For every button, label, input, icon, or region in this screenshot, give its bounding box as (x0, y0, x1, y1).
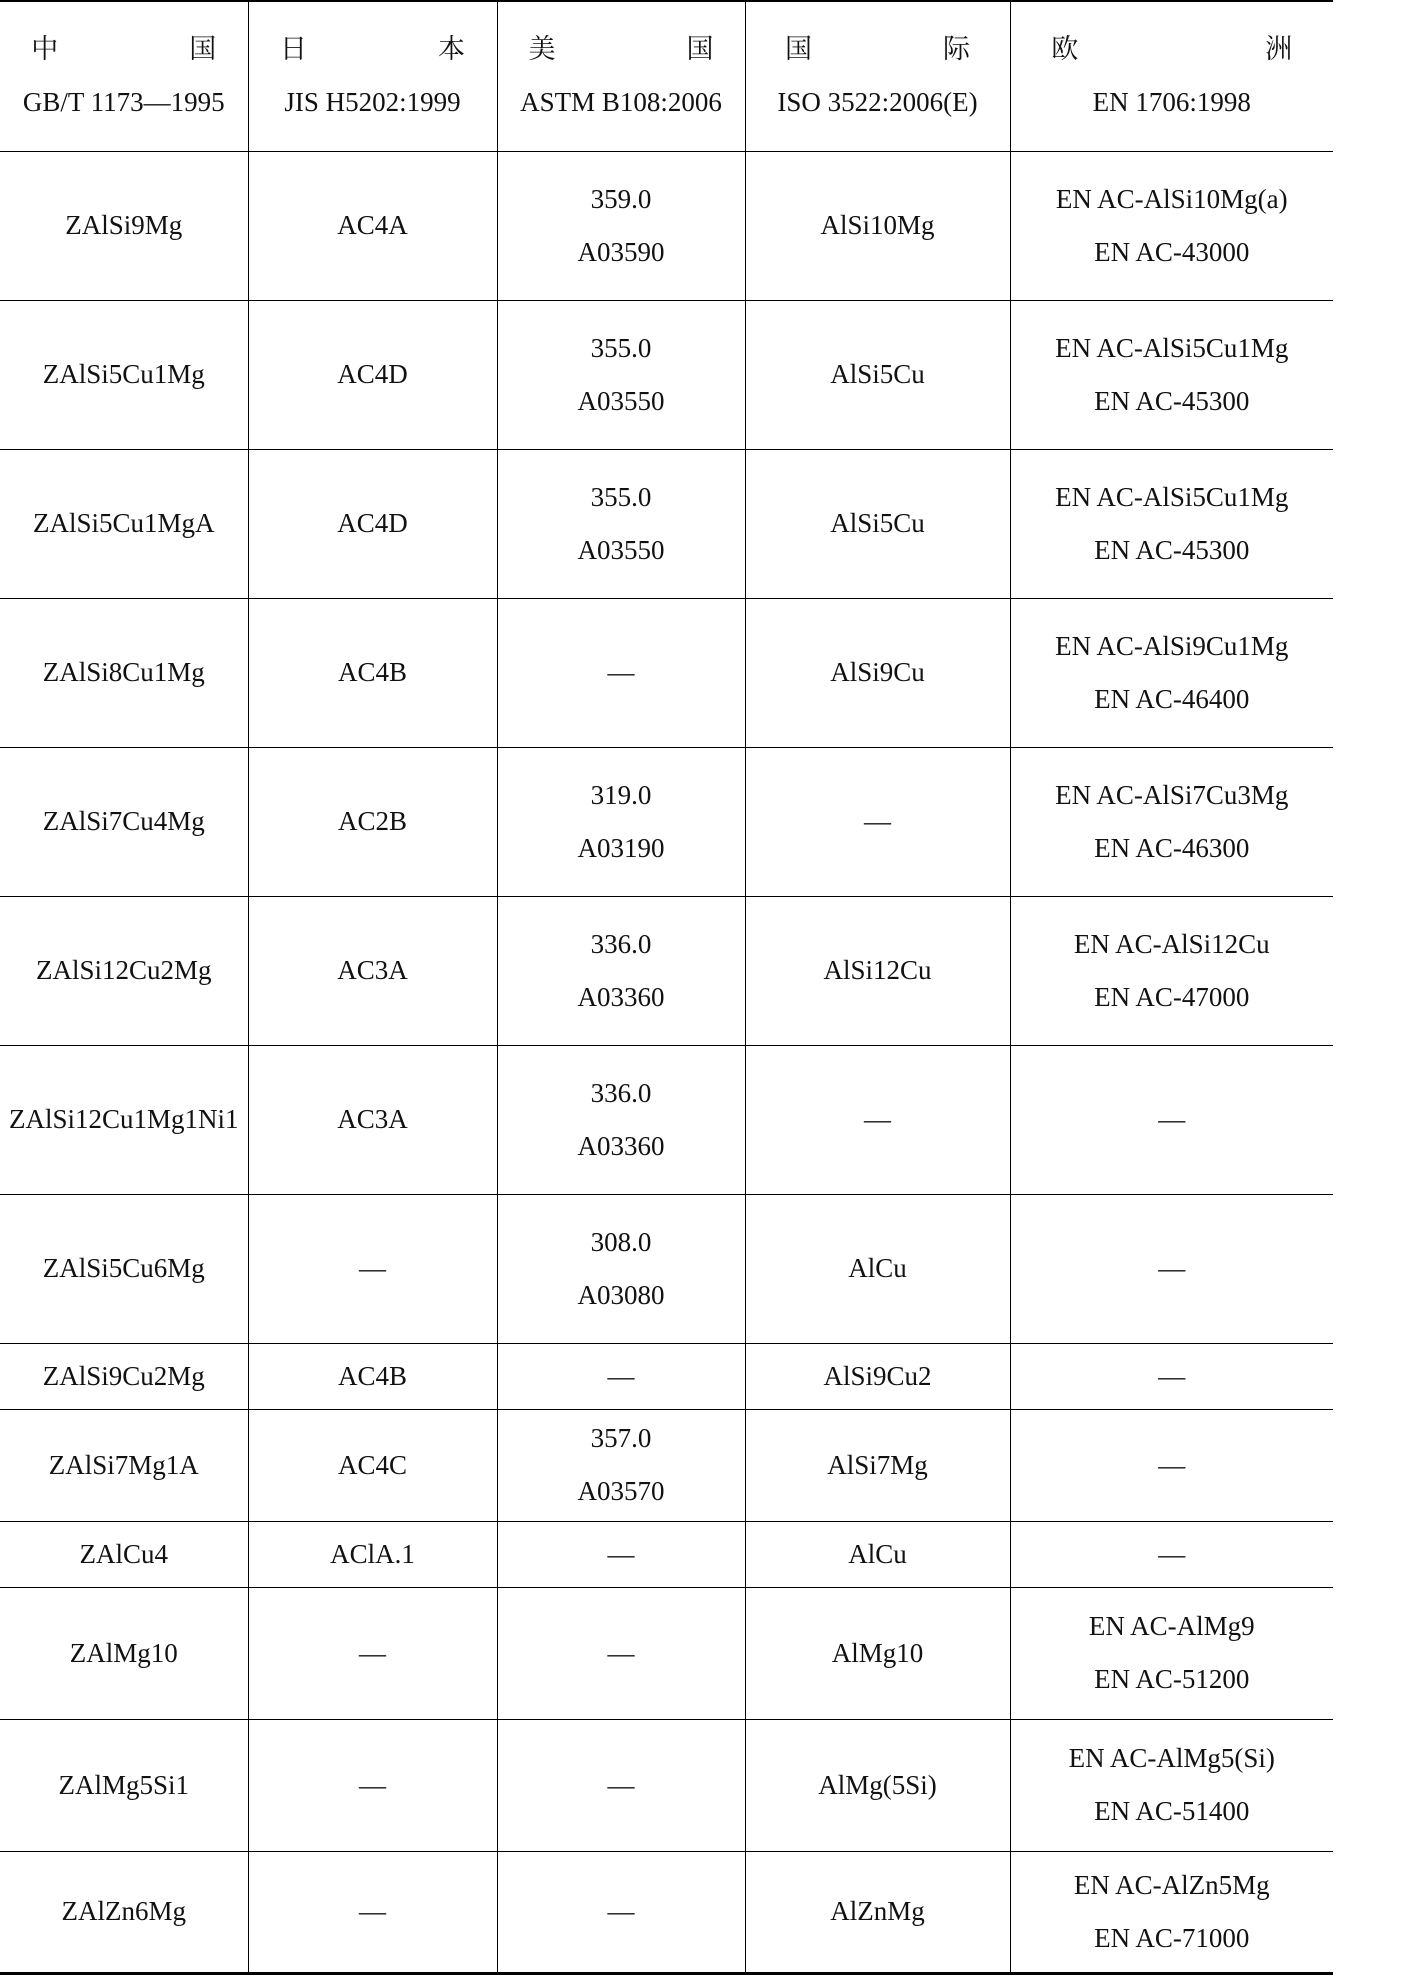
table-row (0, 1521, 1333, 1587)
china-grade-text: ZAlSi9Mg (65, 210, 183, 240)
usa-grade-cell (497, 300, 745, 449)
header-international-standard: ISO 3522:2006(E) (777, 87, 978, 118)
europe-grade-line: — (1158, 1360, 1186, 1391)
europe-grade-line: EN AC-AlSi5Cu1Mg (1055, 481, 1289, 512)
europe-grade-line: — (1158, 1449, 1186, 1480)
usa-grade-line: 336.0 (590, 1077, 652, 1108)
china-grade-text: ZAlZn6Mg (61, 1896, 186, 1926)
usa-grade-line: A03080 (577, 1279, 665, 1310)
europe-grade-line: EN AC-AlSi9Cu1Mg (1055, 630, 1289, 661)
china-grade-cell (0, 1343, 248, 1409)
europe-grade-line: — (1158, 1538, 1186, 1569)
usa-grade-line: A03360 (577, 981, 665, 1012)
usa-grade-cell (497, 1194, 745, 1343)
iso-grade-cell (745, 896, 1010, 1045)
iso-grade-text: AlCu (848, 1253, 907, 1283)
japan-grade-cell (248, 1719, 497, 1851)
china-grade-cell (0, 896, 248, 1045)
iso-grade-cell (745, 300, 1010, 449)
usa-grade-cell (497, 1587, 745, 1719)
china-grade-text: ZAlSi5Cu6Mg (42, 1253, 205, 1283)
table-row (0, 1409, 1333, 1521)
china-grade-text: ZAlSi5Cu1MgA (32, 508, 215, 538)
europe-grade-cell (1010, 598, 1333, 747)
china-grade-cell (0, 1045, 248, 1194)
usa-grade-line: — (607, 657, 635, 687)
china-grade-text: ZAlSi12Cu2Mg (35, 955, 212, 985)
iso-grade-cell (745, 151, 1010, 300)
china-grade-cell (0, 1194, 248, 1343)
table-body (0, 151, 1333, 1973)
japan-grade-text: AC4C (337, 1449, 408, 1480)
japan-grade-text: AC4B (337, 1360, 408, 1391)
europe-grade-line: EN AC-AlZn5Mg (1073, 1869, 1270, 1900)
china-grade-cell (0, 151, 248, 300)
china-grade-text: ZAlSi5Cu1Mg (42, 359, 205, 389)
iso-grade-cell (745, 1719, 1010, 1851)
iso-grade-cell (745, 1851, 1010, 1973)
iso-grade-cell (745, 598, 1010, 747)
usa-grade-line: A03550 (577, 534, 665, 565)
iso-grade-text: — (864, 806, 891, 836)
europe-grade-line: EN AC-51400 (1094, 1796, 1250, 1826)
china-grade-text: ZAlMg5Si1 (58, 1769, 190, 1800)
china-grade-cell (0, 1521, 248, 1587)
japan-grade-cell (248, 598, 497, 747)
japan-grade-text: — (359, 1769, 386, 1800)
europe-grade-line: — (1158, 1104, 1186, 1134)
europe-grade-cell (1010, 1521, 1333, 1587)
iso-grade-text: — (864, 1104, 891, 1134)
japan-grade-cell (248, 1194, 497, 1343)
table-row (0, 598, 1333, 747)
usa-grade-cell (497, 1045, 745, 1194)
china-grade-text: ZAlSi9Cu2Mg (42, 1360, 205, 1391)
table-row (0, 1194, 1333, 1343)
usa-grade-line: 308.0 (590, 1226, 652, 1257)
header-china-standard: GB/T 1173—1995 (22, 87, 225, 118)
table-row (0, 151, 1333, 300)
iso-grade-text: AlSi10Mg (820, 210, 935, 240)
china-grade-cell (0, 747, 248, 896)
iso-grade-text: AlSi5Cu (830, 508, 925, 538)
china-grade-cell (0, 1409, 248, 1521)
japan-grade-text: AClA.1 (330, 1538, 415, 1569)
japan-grade-text: AC4A (337, 210, 408, 240)
usa-grade-line: 355.0 (590, 481, 652, 512)
table-row (0, 896, 1333, 1045)
usa-grade-line: — (607, 1637, 635, 1668)
header-europe-standard: EN 1706:1998 (1092, 87, 1251, 118)
europe-grade-cell (1010, 1851, 1333, 1973)
europe-grade-line: EN AC-AlSi12Cu (1073, 928, 1270, 959)
china-grade-text: ZAlCu4 (79, 1538, 168, 1569)
header-japan-name: 日 本 (280, 34, 517, 65)
iso-grade-text: AlSi5Cu (830, 359, 925, 389)
japan-grade-text: AC3A (337, 1104, 408, 1134)
header-row (0, 1, 1333, 151)
japan-grade-text: — (359, 1637, 386, 1668)
japan-grade-cell (248, 1851, 497, 1973)
europe-grade-cell (1010, 300, 1333, 449)
europe-grade-cell (1010, 1587, 1333, 1719)
europe-grade-line: EN AC-AlSi5Cu1Mg (1055, 332, 1289, 363)
usa-grade-cell (497, 747, 745, 896)
table-row (0, 747, 1333, 896)
europe-grade-line: EN AC-51200 (1094, 1664, 1250, 1694)
usa-grade-line: A03360 (577, 1130, 665, 1161)
iso-grade-cell (745, 1521, 1010, 1587)
europe-grade-line: EN AC-47000 (1094, 981, 1250, 1012)
iso-grade-text: AlSi9Cu2 (823, 1360, 932, 1391)
header-japan (248, 1, 517, 151)
japan-grade-cell (248, 1045, 497, 1194)
header-europe-name: 欧 洲 (1051, 34, 1373, 65)
china-grade-text: ZAlMg10 (69, 1637, 178, 1668)
table-row (0, 1851, 1333, 1973)
iso-grade-text: AlMg(5Si) (818, 1769, 937, 1800)
europe-grade-line: EN AC-AlSi7Cu3Mg (1055, 779, 1289, 810)
europe-grade-cell (1010, 1409, 1333, 1521)
japan-grade-cell (248, 747, 497, 896)
header-international-name: 国 际 (785, 34, 1022, 65)
china-grade-text: ZAlSi7Mg1A (48, 1449, 199, 1480)
usa-grade-cell (497, 598, 745, 747)
iso-grade-cell (745, 747, 1010, 896)
table-row (0, 1343, 1333, 1409)
usa-grade-line: 319.0 (590, 779, 652, 810)
japan-grade-text: AC4B (337, 657, 408, 687)
header-europe (1010, 1, 1373, 151)
europe-grade-line: EN AC-AlMg5(Si) (1068, 1743, 1275, 1773)
japan-grade-cell (248, 449, 497, 598)
europe-grade-line: EN AC-AlSi10Mg(a) (1055, 183, 1288, 214)
usa-grade-line: 336.0 (590, 928, 652, 959)
table-row (0, 449, 1333, 598)
japan-grade-cell (248, 896, 497, 1045)
iso-grade-text: AlSi12Cu (823, 955, 932, 985)
usa-grade-cell (497, 1719, 745, 1851)
iso-grade-cell (745, 1587, 1010, 1719)
china-grade-text: ZAlSi12Cu1Mg1Ni1 (8, 1104, 239, 1134)
europe-grade-cell (1010, 1719, 1333, 1851)
europe-grade-cell (1010, 747, 1333, 896)
europe-grade-cell (1010, 449, 1333, 598)
japan-grade-text: AC4D (337, 359, 408, 389)
china-grade-cell (0, 449, 248, 598)
europe-grade-line: EN AC-AlMg9 (1088, 1611, 1255, 1641)
japan-grade-text: — (359, 1896, 386, 1926)
usa-grade-line: 357.0 (590, 1423, 652, 1453)
usa-grade-cell (497, 151, 745, 300)
table-row (0, 1719, 1333, 1851)
header-china-name: 中 国 (31, 34, 269, 65)
iso-grade-cell (745, 1194, 1010, 1343)
china-grade-cell (0, 1719, 248, 1851)
usa-grade-cell (497, 449, 745, 598)
europe-grade-cell (1010, 1343, 1333, 1409)
europe-grade-line: EN AC-71000 (1094, 1922, 1250, 1953)
europe-grade-line: EN AC-46300 (1094, 832, 1250, 863)
header-usa (497, 1, 766, 151)
europe-grade-cell (1010, 1194, 1333, 1343)
header-china (0, 1, 269, 151)
iso-grade-text: AlSi9Cu (830, 657, 925, 687)
iso-grade-cell (745, 1343, 1010, 1409)
japan-grade-cell (248, 1409, 497, 1521)
usa-grade-line: A03570 (577, 1476, 665, 1506)
header-international (745, 1, 1022, 151)
japan-grade-cell (248, 300, 497, 449)
europe-grade-line: EN AC-43000 (1094, 236, 1250, 267)
usa-grade-cell (497, 1521, 745, 1587)
europe-grade-cell (1010, 151, 1333, 300)
china-grade-cell (0, 1587, 248, 1719)
iso-grade-text: AlMg10 (831, 1637, 924, 1668)
usa-grade-cell (497, 896, 745, 1045)
iso-grade-text: AlZnMg (830, 1896, 925, 1926)
usa-grade-line: A03550 (577, 385, 665, 416)
usa-grade-line: — (607, 1769, 635, 1800)
usa-grade-cell (497, 1851, 745, 1973)
japan-grade-cell (248, 1587, 497, 1719)
japan-grade-text: AC4D (337, 508, 408, 538)
europe-grade-cell (1010, 1045, 1333, 1194)
usa-grade-line: — (607, 1896, 635, 1926)
iso-grade-cell (745, 449, 1010, 598)
table-row (0, 300, 1333, 449)
china-grade-cell (0, 598, 248, 747)
table-row (0, 1045, 1333, 1194)
iso-grade-cell (745, 1045, 1010, 1194)
europe-grade-line: — (1158, 1253, 1186, 1283)
china-grade-cell (0, 300, 248, 449)
china-grade-text: ZAlSi7Cu4Mg (42, 806, 205, 836)
japan-grade-cell (248, 1521, 497, 1587)
europe-grade-cell (1010, 896, 1333, 1045)
japan-grade-cell (248, 151, 497, 300)
header-usa-name: 美 国 (528, 34, 766, 65)
japan-grade-cell (248, 1343, 497, 1409)
usa-grade-line: 359.0 (590, 183, 652, 214)
usa-grade-cell (497, 1343, 745, 1409)
usa-grade-line: A03190 (577, 832, 665, 863)
iso-grade-text: AlSi7Mg (827, 1449, 928, 1480)
iso-grade-cell (745, 1409, 1010, 1521)
usa-grade-cell (497, 1409, 745, 1521)
japan-grade-text: AC2B (337, 806, 408, 836)
europe-grade-line: EN AC-45300 (1094, 534, 1250, 565)
header-japan-standard: JIS H5202:1999 (284, 87, 461, 118)
usa-grade-line: A03590 (577, 236, 665, 267)
europe-grade-line: EN AC-46400 (1094, 683, 1250, 714)
japan-grade-text: — (359, 1253, 386, 1283)
usa-grade-line: — (607, 1360, 635, 1391)
japan-grade-text: AC3A (337, 955, 408, 985)
iso-grade-text: AlCu (848, 1538, 907, 1569)
usa-grade-line: — (607, 1538, 635, 1569)
china-grade-cell (0, 1851, 248, 1973)
table-row (0, 1587, 1333, 1719)
europe-grade-line: EN AC-45300 (1094, 385, 1250, 416)
china-grade-text: ZAlSi8Cu1Mg (42, 657, 205, 687)
header-usa-standard: ASTM B108:2006 (520, 87, 722, 118)
usa-grade-line: 355.0 (590, 332, 652, 363)
